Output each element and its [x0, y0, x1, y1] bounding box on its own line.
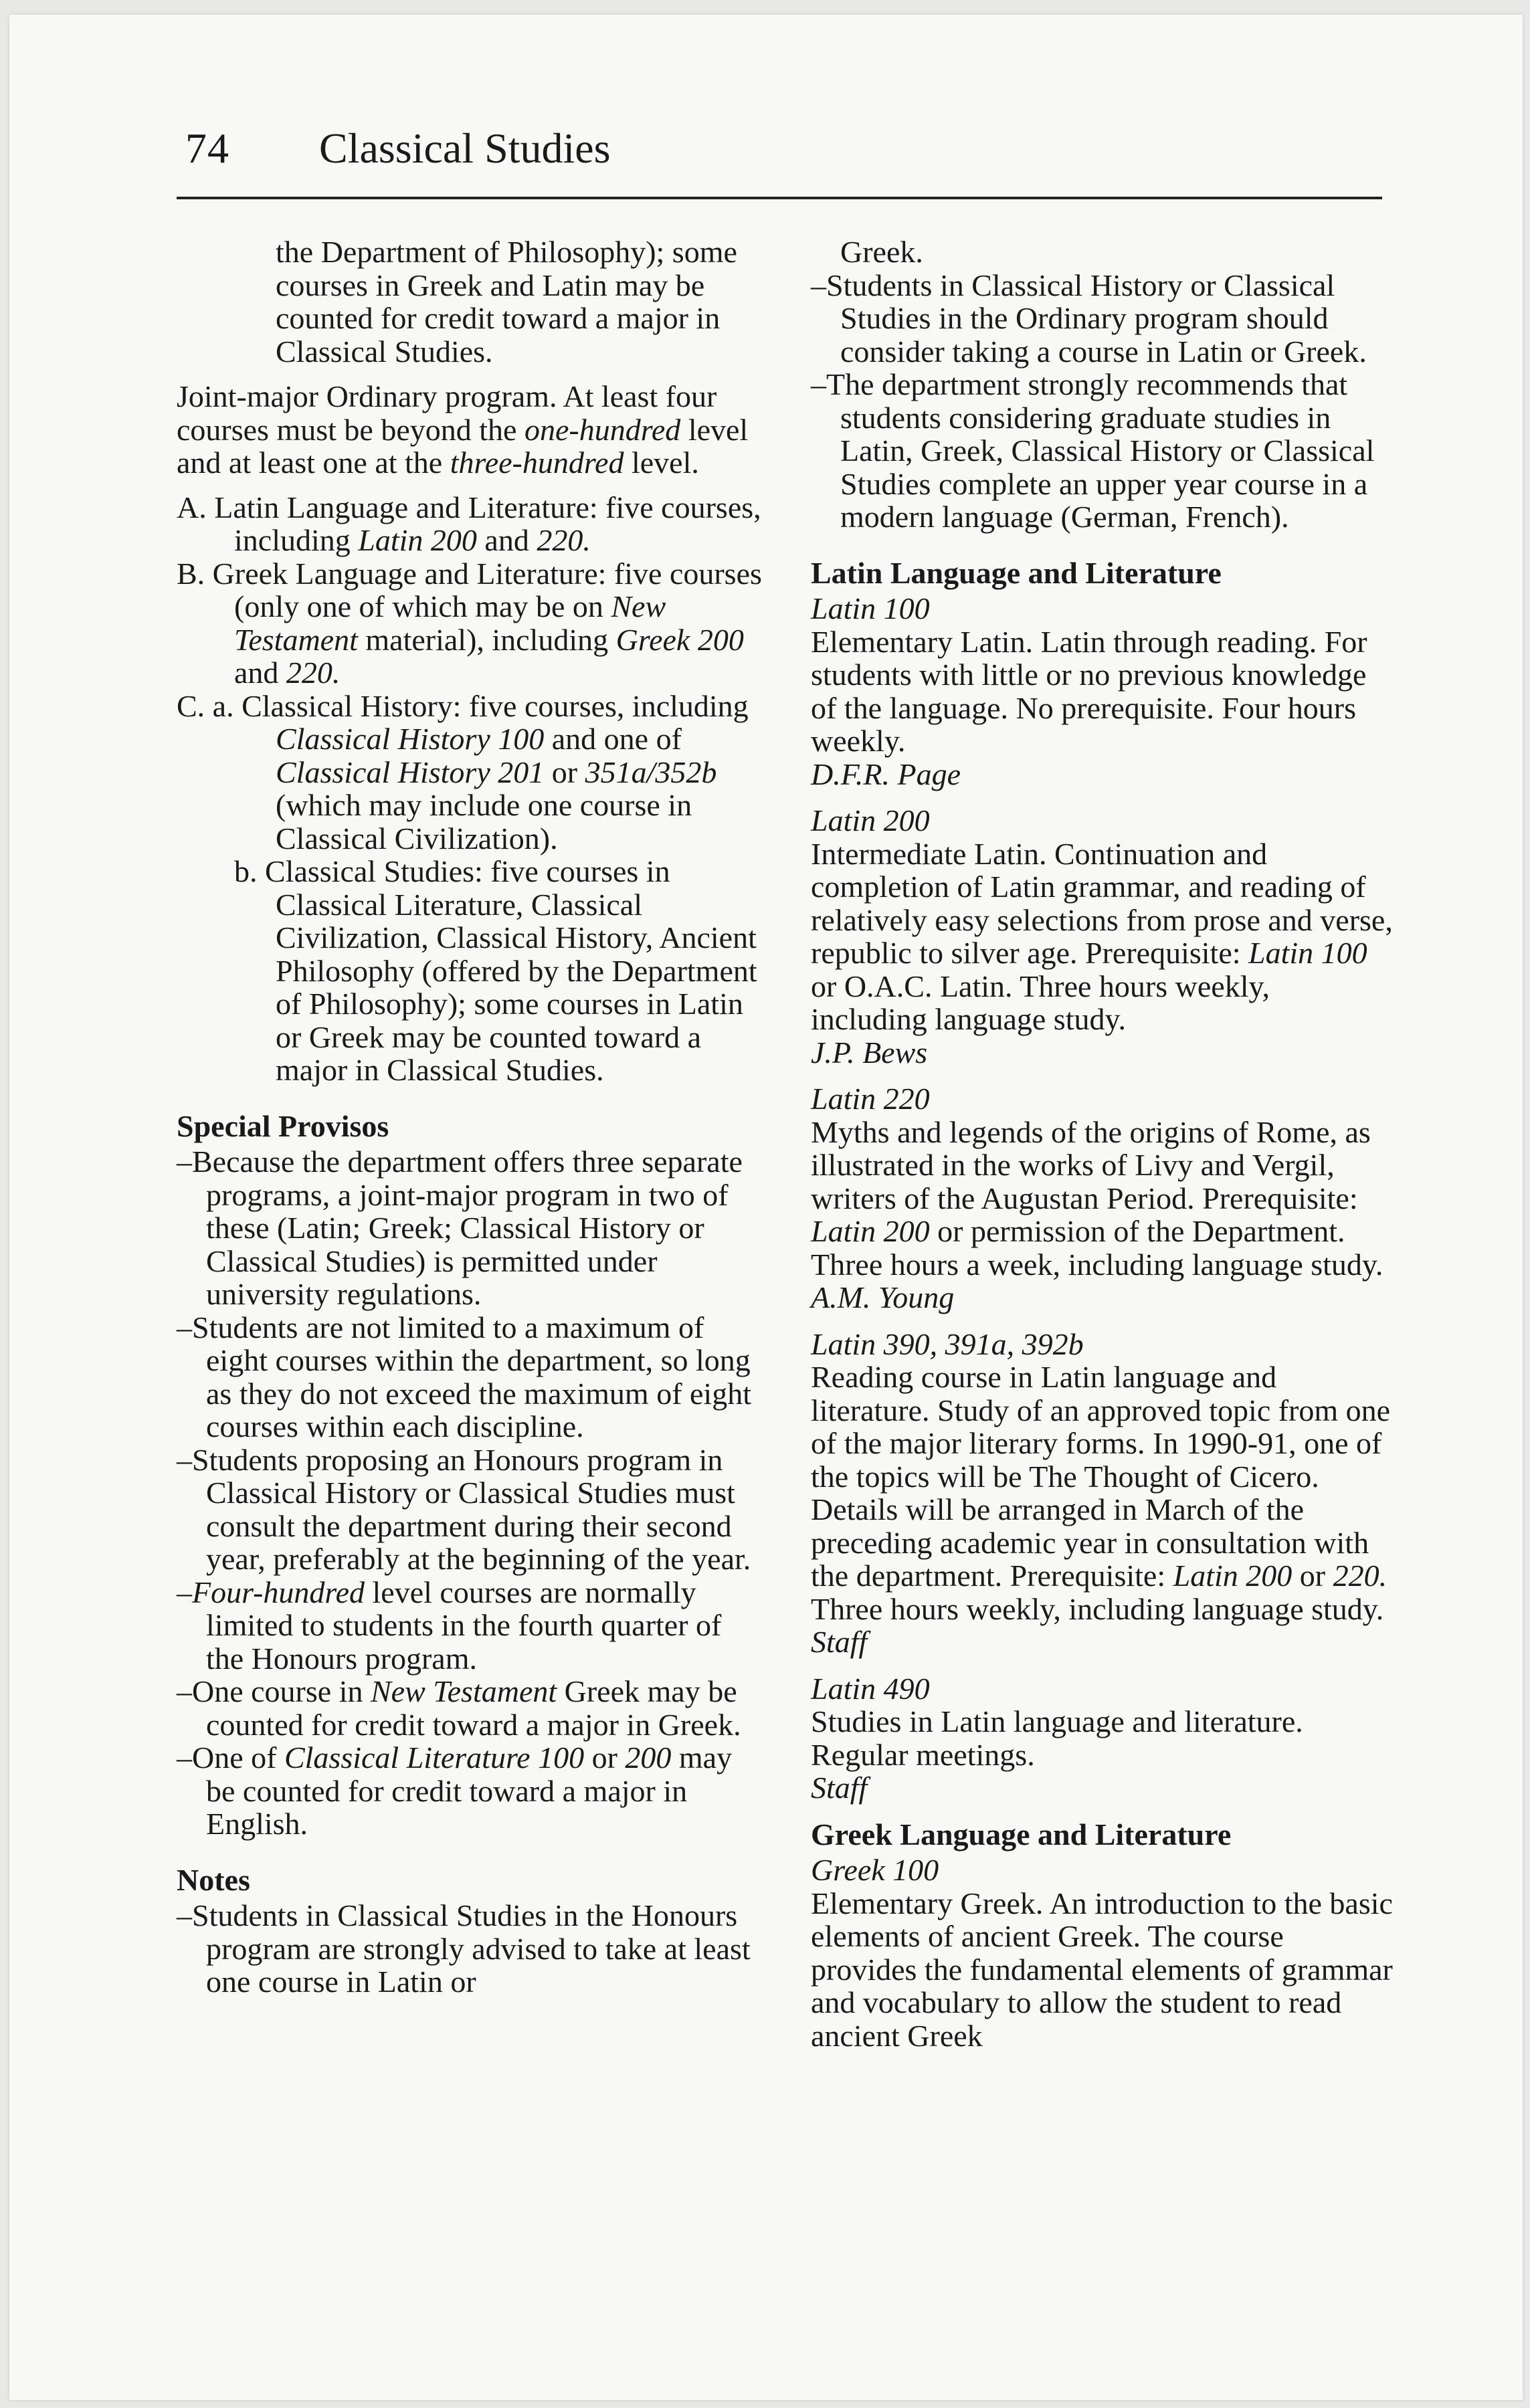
course-description: Elementary Greek. An introduction to the basic elements of ancient Greek. The course provides the fundamental elements of grammar and vocabulary to allow the student to read ancient Greek: [811, 1886, 1393, 2053]
course-title: Latin 100: [811, 591, 930, 625]
text: –One of: [177, 1740, 284, 1775]
text: one-hundred: [524, 412, 681, 447]
course-entry: [811, 592, 1393, 791]
text: or O.A.C. Latin. Three hours weekly, including language study.: [811, 969, 1270, 1036]
text: 220.: [537, 523, 591, 557]
right-column: [811, 235, 1393, 2066]
section-title: Classical Studies: [319, 124, 611, 172]
proviso-item: –Students proposing an Honours program in Classical History or Classical Studies must consult the department during their second year, preferably at the beginning of the year.: [177, 1442, 751, 1576]
course-entry: [811, 1853, 1393, 2052]
note-item: –Students in Classical History or Classical Studies in the Ordinary program should consider taking a course in Latin or Greek.: [811, 268, 1367, 369]
course-entry: [811, 1082, 1393, 1314]
course-instructor: J.P. Bews: [811, 1035, 928, 1070]
text: and: [476, 523, 537, 557]
proviso-item: [177, 1576, 765, 1676]
latin-section-heading: Latin Language and Literature: [811, 555, 1222, 590]
course-description: [811, 837, 1393, 1036]
course-entry: [811, 1672, 1393, 1805]
text: Greek may be counted for credit toward a major in Greek.: [206, 1674, 741, 1742]
list-item-a: [177, 491, 765, 557]
course-instructor: D.F.R. Page: [811, 757, 961, 791]
page-header: [185, 124, 611, 172]
note-item: –The department strongly recommends that students considering graduate studies in Latin, Greek, Classical History or Classical Studies complete an upper year course in a modern language (German, French).: [811, 367, 1375, 534]
continued-paragraph: the Department of Philosophy); some courses in Greek and Latin may be counted for credit toward a major in Classical Studies.: [276, 235, 737, 369]
text: A. Latin Language and Literature: five courses, including: [177, 490, 761, 557]
text: Latin 200: [811, 1214, 930, 1248]
text: may be counted for credit toward a major in English.: [206, 1740, 733, 1841]
list-item-b: [177, 557, 765, 690]
text: 220.: [1333, 1559, 1388, 1593]
course-entry: [811, 1328, 1393, 1659]
proviso-item: [177, 1675, 765, 1741]
text: or: [544, 755, 585, 789]
notes-heading: Notes: [177, 1862, 250, 1897]
header-rule: [177, 197, 1382, 199]
note-item: –Students in Classical Studies in the Honours program are strongly advised to take at least one course in Latin or: [177, 1898, 751, 1999]
text: New Testament: [234, 589, 666, 657]
course-description: [811, 1361, 1393, 1625]
text: Four-hundred: [192, 1575, 365, 1609]
text: Latin 200: [1173, 1559, 1293, 1593]
text: level and at least one at the: [177, 412, 749, 480]
text: and: [234, 656, 286, 690]
text: or: [1292, 1559, 1333, 1593]
course-instructor: A.M. Young: [811, 1280, 955, 1314]
text: Classical Literature 100: [284, 1740, 585, 1775]
text: 220.: [286, 656, 341, 690]
greek-section-heading: Greek Language and Literature: [811, 1817, 1232, 1851]
course-description: Elementary Latin. Latin through reading. For students with little or no previous knowledge of the language. No prerequisite. Four hours weekly.: [811, 624, 1367, 758]
special-provisos-heading: Special Provisos: [177, 1108, 389, 1143]
text: level courses are normally limited to students in the fourth quarter of the Honours program.: [206, 1575, 722, 1676]
text: Greek 200: [615, 622, 744, 657]
continued-note: Greek.: [840, 235, 923, 269]
text: 200: [625, 1740, 672, 1775]
course-entry: [811, 804, 1393, 1069]
text: Latin 200: [358, 523, 477, 557]
text: New Testament: [370, 1674, 557, 1708]
course-title: Latin 390, 391a, 392b: [811, 1326, 1084, 1361]
text: Joint-major Ordinary program. At least four courses must be beyond the: [177, 379, 717, 447]
course-title: Latin 200: [811, 803, 930, 837]
course-title: Greek 100: [811, 1853, 939, 1887]
text: Myths and legends of the origins of Rome, as illustrated in the works of Livy and Vergil, writers of the Augustan Period. Prerequisite:: [811, 1114, 1371, 1215]
left-column: [177, 235, 765, 1999]
page-number: 74: [185, 124, 229, 172]
text: or: [584, 1740, 626, 1775]
text: –: [177, 1575, 192, 1609]
list-item-c-a: [177, 690, 765, 856]
course-description: [811, 1116, 1393, 1282]
text: Latin 100: [1248, 936, 1367, 970]
course-title: Latin 220: [811, 1082, 930, 1116]
text: level.: [624, 445, 699, 480]
text: C. a. Classical History: five courses, including: [177, 688, 749, 723]
text: and one of: [544, 722, 682, 756]
course-instructor: Staff: [811, 1771, 868, 1805]
text: B. Greek Language and Literature: five courses (only one of which may be on: [177, 556, 762, 623]
text: Reading course in Latin language and literature. Study of an approved topic from one of the major literary forms. In 1990-91, one of the topics will be The Thought of Cicero. Details will be arranged in March of the preceding academic year in consultation with the department. Prerequisite:: [811, 1360, 1391, 1593]
proviso-item: –Because the department offers three separate programs, a joint-major program in two of these (Latin; Greek; Classical History or Classical Studies) is permitted under university regulations.: [177, 1144, 743, 1311]
page: [9, 15, 1523, 2400]
text: Classical History 100: [276, 722, 545, 756]
text: Intermediate Latin. Continuation and completion of Latin grammar, and reading of relatively easy selections from prose and verse, republic to silver age. Prerequisite:: [811, 836, 1393, 970]
text: Classical History 201: [276, 755, 545, 789]
text: –One course in: [177, 1674, 371, 1708]
text: Three hours weekly, including language study.: [811, 1591, 1384, 1626]
text: 351a/352b: [585, 755, 717, 789]
text: three-hundred: [450, 445, 624, 480]
proviso-item: [177, 1741, 765, 1841]
joint-major-paragraph: [177, 380, 765, 480]
course-title: Latin 490: [811, 1671, 930, 1706]
text: or permission of the Department. Three hours a week, including language study.: [811, 1214, 1383, 1282]
course-description: Studies in Latin language and literature. Regular meetings.: [811, 1704, 1303, 1772]
course-instructor: Staff: [811, 1625, 868, 1659]
proviso-item: –Students are not limited to a maximum of eight courses within the department, so long as they do not exceed the maximum of eight courses within each discipline.: [177, 1310, 751, 1443]
text: material), including: [357, 622, 616, 657]
text: (which may include one course in Classical Civilization).: [276, 788, 692, 856]
list-item-c-b: b. Classical Studies: five courses in Classical Literature, Classical Civilization, Classical History, Ancient Philosophy (offered by the Department of Philosophy); some courses in Latin or Greek may be counted toward a major in Classical Studies.: [234, 854, 757, 1087]
